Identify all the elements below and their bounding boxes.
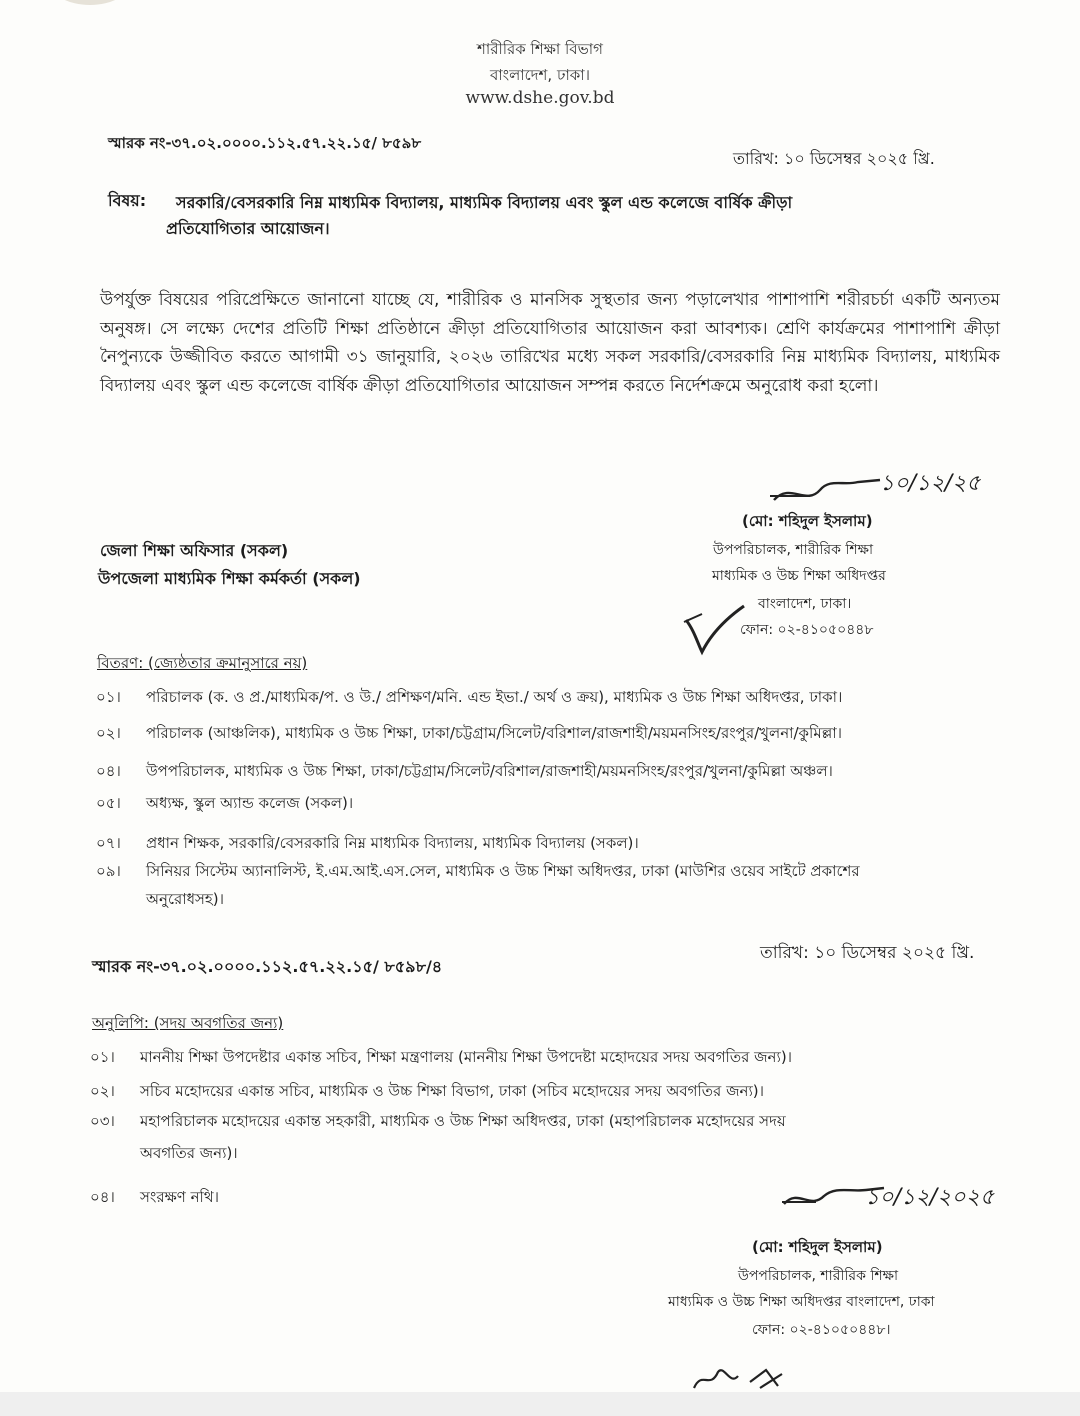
- signatory-1-office: মাধ্যমিক ও উচ্চ শিক্ষা অধিদপ্তর: [712, 568, 886, 584]
- list-item-continuation: অবগতির জন্য)।: [140, 1144, 238, 1162]
- signature-2-date: ১০/১২/২০২৫: [865, 1185, 995, 1210]
- list-item: ০২। সচিব মহোদয়ের একান্ত সচিব, মাধ্যমিক ও উচ্চ শিক্ষা বিভাগ, ঢাকা (সচিব মহোদয়ের সদয় অবগতির জন্য)।: [90, 1082, 765, 1100]
- signatory-2-phone: ফোন: ০২-৪১০৫০৪৪৮।: [752, 1322, 891, 1338]
- initial-mark: [680, 600, 750, 656]
- distribution-title: বিতরণ: (জ্যেষ্ঠতার ক্রমানুসারে নয়): [97, 654, 308, 672]
- list-item: ০৩। মহাপরিচালক মহোদয়ের একান্ত সহকারী, মাধ্যমিক ও উচ্চ শিক্ষা অধিদপ্তর, ঢাকা (মহাপরিচালক মহোদয়ের সদয়: [90, 1112, 786, 1130]
- list-item-continuation: অনুরোধসহ)।: [146, 890, 224, 908]
- recipient-2: উপজেলা মাধ্যমিক শিক্ষা কর্মকর্তা (সকল): [98, 569, 361, 588]
- memo-2-date: তারিখ: ১০ ডিসেম্বর ২০২৫ খ্রি.: [760, 943, 975, 963]
- memo-2-ref-number: স্মারক নং-৩৭.০২.০০০০.১১২.৫৭.২২.১৫/ ৮৫৯৮/৪: [92, 957, 443, 976]
- header-website: www.dshe.gov.bd: [465, 88, 615, 108]
- recipient-1: জেলা শিক্ষা অফিসার (সকল): [100, 541, 289, 560]
- list-item: ০৫। অধ্যক্ষ, স্কুল অ্যান্ড কলেজ (সকল)।: [96, 794, 354, 812]
- signatory-1-designation: উপপরিচালক, শারীরিক শিক্ষা: [713, 542, 874, 558]
- body-paragraph: উপর্যুক্ত বিষয়ের পরিপ্রেক্ষিতে জানানো যাচ্ছে যে, শারীরিক ও মানসিক সুস্থতার জন্য পড়ালেখার পাশাপাশি শরীরচর্চা একটি অন্যতম অনুষঙ্গ। সে লক্ষ্যে দেশের প্রতিটি শিক্ষা প্রতিষ্ঠানে ক্রীড়া প্রতিযোগিতার আয়োজন করা আবশ্যক। শ্রেণি কার্যক্রমের পাশাপাশি ক্রীড়া নৈপুন্যকে উজ্জীবিত করতে আগামী ৩১ জানুয়ারি, ২০২৬ তারিখের মধ্যে সকল সরকারি/বেসরকারি নিম্ন মাধ্যমিক বিদ্যালয়, মাধ্যমিক বিদ্যালয় এবং স্কুল এন্ড কলেজে বার্ষিক ক্রীড়া প্রতিযোগিতার আয়োজন সম্পন্ন করতে নির্দেশক্রমে অনুরোধ করা হলো।: [100, 290, 1001, 396]
- signatory-1-phone: ফোন: ০২-৪১০৫০৪৪৮: [740, 622, 874, 638]
- signatory-2-designation: উপপরিচালক, শারীরিক শিক্ষা: [738, 1268, 899, 1284]
- handwritten-initials: [690, 1360, 800, 1392]
- list-item: ০৪। সংরক্ষণ নথি।: [90, 1188, 219, 1206]
- signature-1-date: ১০/১২/২৫: [880, 471, 981, 496]
- list-item: ০৪। উপপরিচালক, মাধ্যমিক ও উচ্চ শিক্ষা, ঢাকা/চট্টগ্রাম/সিলেট/বরিশাল/রাজশাহী/ময়মনসিংহ/রংপুর/খুলনা/কুমিল্লা অঞ্চল।: [96, 762, 833, 780]
- bottom-strip: [0, 1392, 1080, 1416]
- list-item: ০৭। প্রধান শিক্ষক, সরকারি/বেসরকারি নিম্ন মাধ্যমিক বিদ্যালয়, মাধ্যমিক বিদ্যালয় (সকল)।: [96, 834, 639, 852]
- copy-title: অনুলিপি: (সদয় অবগতির জন্য): [92, 1014, 284, 1032]
- list-item: ০১। মাননীয় শিক্ষা উপদেষ্টার একান্ত সচিব, শিক্ষা মন্ত্রণালয় (মাননীয় শিক্ষা উপদেষ্টা মহোদয়ের সদয় অবগতির জন্য)।: [90, 1048, 793, 1066]
- list-item: ০২। পরিচালক (আঞ্চলিক), মাধ্যমিক ও উচ্চ শিক্ষা, ঢাকা/চট্টগ্রাম/সিলেট/বরিশাল/রাজশাহী/ময়মনসিংহ/রংপুর/খুলনা/কুমিল্লা।: [96, 724, 843, 742]
- corner-stain: [50, 0, 130, 5]
- signatory-2-office: মাধ্যমিক ও উচ্চ শিক্ষা অধিদপ্তর বাংলাদেশ, ঢাকা: [668, 1294, 935, 1310]
- header-line2: বাংলাদেশ, ঢাকা।: [489, 66, 591, 84]
- list-item: ০১। পরিচালক (ক. ও প্র./মাধ্যমিক/প. ও উ./ প্রশিক্ষণ/মনি. এন্ড ইভা./ অর্থ ও ক্রয়), মাধ্যমিক ও উচ্চ শিক্ষা অধিদপ্তর, ঢাকা।: [96, 688, 843, 706]
- memo-date: তারিখ: ১০ ডিসেম্বর ২০২৫ খ্রি.: [733, 149, 935, 168]
- signatory-1-name: (মো: শহিদুল ইসলাম): [742, 512, 873, 530]
- subject-label: বিষয়:: [108, 191, 147, 210]
- list-item: ০৯। সিনিয়র সিস্টেম অ্যানালিস্ট, ই.এম.আই.এস.সেল, মাধ্যমিক ও উচ্চ শিক্ষা অধিদপ্তর, ঢাকা (মাউশির ওয়েব সাইটে প্রকাশের: [96, 862, 860, 880]
- subject-line2: প্রতিযোগিতার আয়োজন।: [166, 219, 330, 238]
- signatory-2-name: (মো: শহিদুল ইসলাম): [752, 1238, 883, 1256]
- header-line1: শারীরিক শিক্ষা বিভাগ: [476, 40, 603, 58]
- signatory-1-country: বাংলাদেশ, ঢাকা।: [758, 596, 852, 612]
- memo-ref-number: স্মারক নং-৩৭.০২.০০০০.১১২.৫৭.২২.১৫/ ৮৫৯৮: [108, 134, 422, 152]
- subject-line1: সরকারি/বেসরকারি নিম্ন মাধ্যমিক বিদ্যালয়, মাধ্যমিক বিদ্যালয় এবং স্কুল এন্ড কলেজে বার্ষিক ক্রীড়া: [176, 193, 793, 212]
